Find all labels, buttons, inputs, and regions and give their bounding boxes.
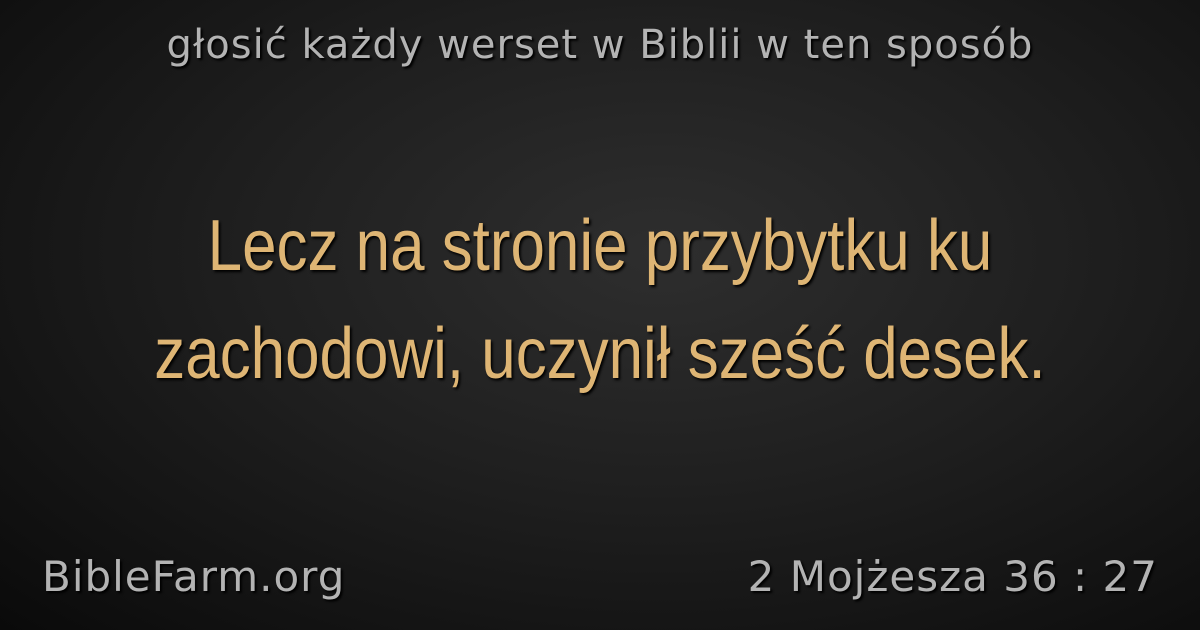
- verse-reference: 2 Mojżesza 36 : 27: [747, 552, 1158, 601]
- header-tagline: głosić każdy werset w Biblii w ten sposób: [166, 22, 1034, 68]
- site-name: BibleFarm.org: [42, 552, 346, 601]
- verse-text: Lecz na stronie przybytku ku zachodowi, uczynił sześć desek.: [154, 206, 1046, 394]
